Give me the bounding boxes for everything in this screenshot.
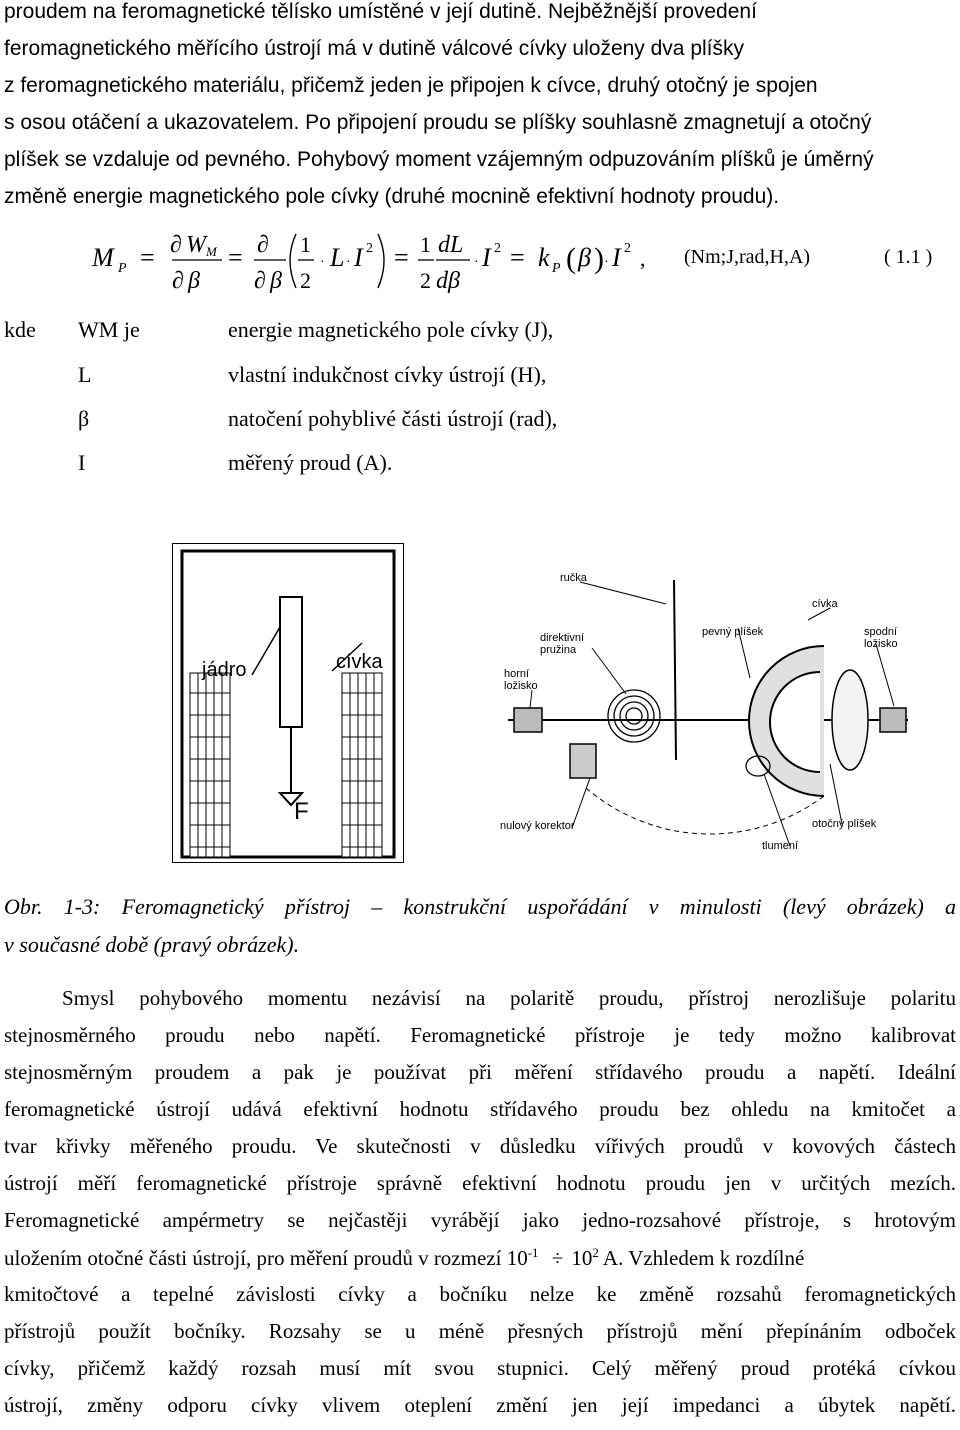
- intro-line-5: plíšek se vzdaluje od pevného. Pohybový moment vzájemným odpuzováním plíšků je úměrný: [4, 148, 874, 171]
- definition-meaning: natočení pohyblivé části ústrojí (rad),: [228, 406, 558, 431]
- svg-text:·: ·: [604, 255, 609, 270]
- body-line-11: cívky, přičemž každý rozsah musí mít svou stupnici. Celý měřený proud protéká cívkou: [4, 1356, 956, 1380]
- svg-text:β: β: [270, 268, 282, 294]
- label-upper-bearing: horní ložisko: [504, 668, 538, 692]
- definition-meaning: měřený proud (A).: [228, 450, 393, 475]
- intro-line-1: proudem na feromagnetické tělísko umístěné v její dutině. Nejběžnější provedení: [4, 0, 757, 23]
- svg-text:M: M: [206, 244, 217, 259]
- svg-text:β: β: [578, 243, 591, 272]
- equation-units: (Nm;J,rad,H,A): [684, 246, 811, 268]
- label-coil: cívka: [336, 651, 383, 673]
- svg-text:W: W: [186, 232, 206, 258]
- label-damping: tlumení: [762, 840, 799, 852]
- body-line-3: stejnosměrným proudem a pak je používat při měření střídavého proudu a napětí. Ideální: [4, 1060, 956, 1084]
- svg-text:=: =: [394, 243, 409, 272]
- body-line-8-text: uložením otočné části ústrojí, pro měření proudů v rozmezí 10: [4, 1246, 528, 1270]
- body-line-4: feromagnetické ústrojí udává efektivní hodnotu střídavého proudu bez ohledu na kmitočet a: [4, 1097, 956, 1121]
- svg-text:dβ: dβ: [436, 268, 460, 294]
- svg-text:k: k: [538, 243, 550, 272]
- figure-caption-line-2: v současné době (pravý obrázek).: [4, 932, 300, 957]
- figure-left-old-design: [172, 543, 404, 863]
- intro-line-6: změně energie magnetického pole cívky (druhé mocnině efektivní hodnoty proudu).: [4, 185, 780, 208]
- label-directive-spring: direktivní pružina: [540, 632, 585, 656]
- exponent-two: 2: [592, 1245, 599, 1260]
- definition-meaning: energie magnetického pole cívky (J),: [228, 317, 554, 342]
- label-handle: ručka: [560, 572, 587, 584]
- equation-formula: [0, 226, 960, 298]
- svg-text:∂: ∂: [257, 232, 269, 258]
- svg-text:∂: ∂: [172, 268, 184, 294]
- svg-text:I: I: [354, 243, 363, 272]
- figure-left-drawing: [172, 543, 404, 863]
- figure-right-drawing: [490, 560, 908, 856]
- body-line-7: Feromagnetické ampérmetry se nejčastěji vyrábějí jako jedno-rozsahové přístroje, s hrotovým: [4, 1208, 956, 1232]
- definition-symbol: L: [78, 362, 92, 387]
- svg-text:β: β: [188, 268, 200, 294]
- body-line-6: ústrojí měří feromagnetické přístroje správně efektivní hodnotu proudu jen v určitých mezích.: [4, 1171, 956, 1195]
- definition-symbol: I: [78, 450, 86, 475]
- body-line-9: kmitočtové a tepelné závislosti cívky a bočníku nelze ke změně rozsahů feromagnetických: [4, 1282, 956, 1306]
- base-ten: 10: [571, 1246, 593, 1270]
- equation-number: ( 1.1 ): [884, 246, 933, 268]
- svg-text:∂: ∂: [170, 232, 182, 258]
- label-coil-right: cívka: [812, 598, 838, 610]
- svg-text:I: I: [612, 243, 621, 272]
- figure-right-modern-design: [490, 560, 908, 856]
- label-lower-bearing: spodní ložisko: [864, 626, 898, 650]
- svg-text:P: P: [552, 261, 561, 276]
- figure-caption-line-1: Obr. 1-3: Feromagnetický přístroj – konstrukční uspořádání v minulosti (levý obrázek) a: [4, 894, 956, 919]
- svg-text:M: M: [92, 243, 114, 272]
- svg-text:2: 2: [366, 241, 373, 256]
- label-zero-corrector: nulový korektor: [500, 820, 575, 832]
- exponent-minus-one: -1: [527, 1245, 539, 1260]
- body-line-2: stejnosměrného proudu nebo napětí. Feromagnetické přístroje je tedy možno kalibrovat: [4, 1023, 956, 1047]
- svg-text:·: ·: [320, 255, 325, 270]
- definition-symbol: WM je: [78, 317, 140, 342]
- svg-text:P: P: [118, 261, 127, 276]
- body-paragraph: [4, 986, 956, 1430]
- svg-text:1: 1: [300, 232, 311, 257]
- svg-text:dL: dL: [438, 232, 464, 258]
- division-sign: ÷: [551, 1246, 564, 1270]
- intro-line-2: feromagnetického měřícího ústrojí má v dutině válcové cívky uloženy dva plíšky: [4, 37, 745, 60]
- svg-text:I: I: [482, 243, 491, 272]
- intro-line-3: z feromagnetického materiálu, přičemž jeden je připojen k cívce, druhý otočný je spojen: [4, 74, 818, 97]
- svg-text:2: 2: [300, 268, 311, 293]
- body-line-10: přístrojů použít bočníky. Rozsahy se u méně přesných přístrojů mění přepínáním odboček: [4, 1319, 956, 1343]
- body-line-5: tvar křivky měřeného proudu. Ve skutečnosti v důsledku vířivých proudů v kovových částech: [4, 1134, 956, 1158]
- label-rotating-plate: otočný plíšek: [812, 818, 877, 830]
- svg-text:=: =: [140, 243, 155, 272]
- svg-text:·: ·: [346, 255, 351, 270]
- label-force: F: [294, 798, 309, 825]
- body-line-1: Smysl pohybového momentu nezávisí na polaritě proudu, přístroj nerozlišuje polaritu: [62, 986, 956, 1010]
- svg-text:∂: ∂: [254, 268, 266, 294]
- body-line-12: ústrojí, změny odporu cívky vlivem oteplení změní jen její impedanci a úbytek napětí.: [4, 1393, 956, 1417]
- svg-text:=: =: [228, 243, 243, 272]
- svg-text:·: ·: [474, 255, 479, 270]
- svg-text:2: 2: [420, 268, 431, 293]
- svg-text:=: =: [510, 243, 525, 272]
- svg-text:L: L: [330, 243, 345, 272]
- svg-text:,: ,: [640, 246, 646, 271]
- label-fixed-plate: pevný plíšek: [702, 626, 764, 638]
- svg-text:): ): [594, 242, 604, 275]
- definition-symbol: β: [78, 406, 90, 431]
- svg-text:2: 2: [494, 241, 501, 256]
- intro-line-4: s osou otáčení a ukazovatelem. Po připojení proudu se plíšky souhlasně zmagnetují a otočný: [4, 111, 872, 134]
- svg-text:1: 1: [420, 232, 431, 257]
- body-line-8-rest: A. Vzhledem k rozdílné: [602, 1246, 805, 1270]
- svg-text:(: (: [566, 242, 576, 275]
- definition-meaning: vlastní indukčnost cívky ústrojí (H),: [228, 362, 547, 387]
- svg-text:2: 2: [624, 241, 631, 256]
- body-line-8: [4, 1245, 956, 1282]
- definitions-label: kde: [4, 317, 36, 342]
- label-core: jádro: [202, 659, 247, 681]
